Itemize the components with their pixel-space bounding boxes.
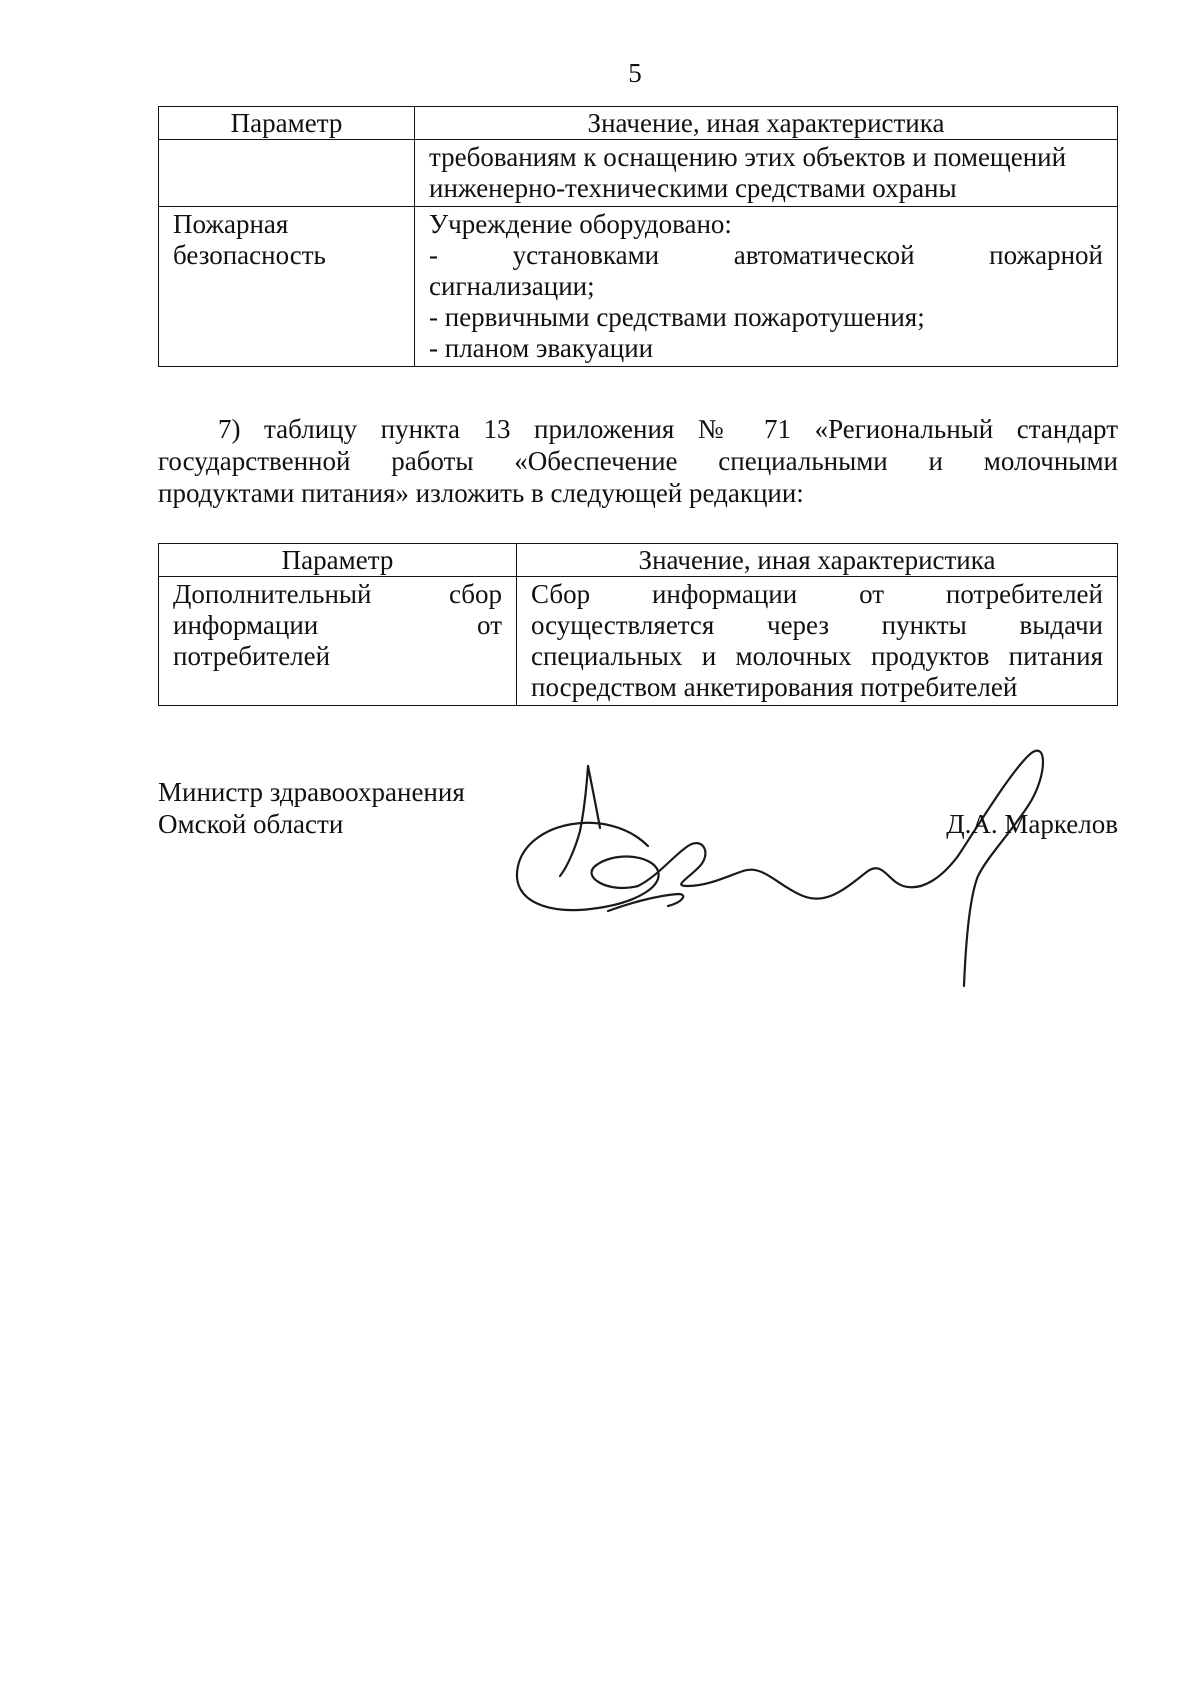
param-line: Пожарная bbox=[173, 209, 289, 239]
table-header-row bbox=[159, 544, 1118, 577]
row-param-cell bbox=[159, 140, 415, 207]
signer-title-line: Омской области bbox=[158, 809, 344, 839]
page-number: 5 bbox=[628, 58, 642, 88]
value-line: - первичными средствами пожаротушения; bbox=[429, 302, 925, 332]
table-row bbox=[159, 577, 1118, 706]
signer-title bbox=[158, 776, 465, 840]
signature-block bbox=[158, 776, 1118, 976]
paragraph-line: продуктами питания» изложить в следующей редакции: bbox=[158, 478, 804, 508]
table-security-fire bbox=[158, 106, 1118, 367]
signer-name: Д.А. Маркелов bbox=[946, 809, 1118, 839]
row-param-cell bbox=[159, 207, 415, 367]
table-header-row bbox=[159, 107, 1118, 140]
table-row bbox=[159, 140, 1118, 207]
value-line: - установками автоматической пожарной bbox=[429, 240, 1103, 270]
amendment-paragraph bbox=[158, 413, 1118, 509]
paragraph-line: государственной работы «Обеспечение специальными и молочными bbox=[158, 446, 1118, 476]
value-line: инженерно-техническими средствами охраны bbox=[429, 173, 957, 203]
value-line: Учреждение оборудовано: bbox=[429, 209, 732, 239]
signer-title-line: Министр здравоохранения bbox=[158, 777, 465, 807]
header-parameter: Параметр bbox=[159, 107, 415, 140]
paragraph-line: 7) таблицу пункта 13 приложения № 71 «Региональный стандарт bbox=[218, 414, 1118, 444]
table-consumer-info bbox=[158, 543, 1118, 706]
row-value-cell bbox=[517, 577, 1118, 706]
value-line: требованиям к оснащению этих объектов и помещений bbox=[429, 142, 1067, 172]
param-line: безопасность bbox=[173, 240, 326, 270]
handwritten-signature bbox=[488, 736, 1088, 996]
value-line: сигнализации; bbox=[429, 271, 595, 301]
value-line: Сбор информации от потребителей bbox=[531, 579, 1103, 609]
row-value-cell bbox=[415, 140, 1118, 207]
value-line: - планом эвакуации bbox=[429, 333, 654, 363]
param-line: информации от bbox=[173, 610, 502, 640]
param-line: потребителей bbox=[173, 641, 331, 671]
value-line: специальных и молочных продуктов питания bbox=[531, 641, 1103, 671]
row-value-cell bbox=[415, 207, 1118, 367]
param-line: Дополнительный сбор bbox=[173, 579, 502, 609]
value-line: посредством анкетирования потребителей bbox=[531, 672, 1018, 702]
row-param-cell bbox=[159, 577, 517, 706]
header-value: Значение, иная характеристика bbox=[415, 107, 1118, 140]
header-value: Значение, иная характеристика bbox=[517, 544, 1118, 577]
table-row bbox=[159, 207, 1118, 367]
value-line: осуществляется через пункты выдачи bbox=[531, 610, 1103, 640]
header-parameter: Параметр bbox=[159, 544, 517, 577]
